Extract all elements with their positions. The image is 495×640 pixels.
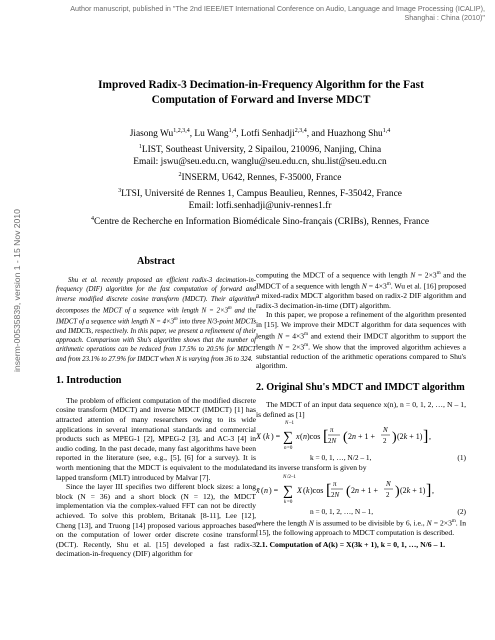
abstract-heading: Abstract bbox=[137, 256, 175, 267]
svg-text:2N: 2N bbox=[328, 437, 337, 446]
svg-text:π: π bbox=[330, 426, 334, 435]
svg-text:(: ( bbox=[343, 430, 348, 446]
right-body-3 bbox=[256, 463, 466, 473]
svg-text:x: x bbox=[296, 432, 300, 442]
intro-paragraph-1: The problem of efficient computation of the modified discrete cosine transform (MDCT) and inverse MDCT (IMDCT) [1] has attracted attention of many researchers owing to its wide applications in several international standards and commercial products such as MPEG-1 [2], MPEG-2 [3], and AC-3 [4] in audio coding. In the past decade, many fast algorithms have been reported in the literature (see, e.g., [5], [6] for a survey). It is worth mentioning that the MDCT is equivalent to the modulated lapped transform (MLT) introduced by Malvar [7]. bbox=[56, 395, 256, 482]
left-column bbox=[56, 255, 256, 559]
section-2-heading: 2. Original Shu's MDCT and IMDCT algorithm bbox=[256, 382, 465, 394]
svg-text:]: ] bbox=[423, 428, 429, 446]
svg-text:N: N bbox=[285, 421, 289, 427]
abstract-text: Shu et al. recently proposed an efficient radix-3 decimation-in-frequency (DIF) algorithm for the fast computation of forward and inverse modified discrete cosine transform (MDCT). Their algorithm decomposes the MDCT of a sequence with length $N = 2\times 3^m$ and the IMDCT of a sequence with length $N = 4\times 3^m$ into three N/3-point MDCTs and IMDCTs, respectively. In this paper, we present a refinement of their approach. Comparison with Shu's algorithm shows that the number of arithmetic operations can be reduced from 17.5% to 20.5% for MDCT and from 23.1% to 27.9% for IMDCT when N is varying from 36 to 324. bbox=[56, 277, 257, 363]
affiliation-1: $^1$LIST, Southeast University, 2 Sipailou, 210096, Nanjing, China bbox=[138, 143, 382, 155]
svg-text:(2k + 1): (2k + 1) bbox=[400, 485, 426, 495]
svg-text:(: ( bbox=[346, 483, 351, 499]
svg-text:2N: 2N bbox=[331, 490, 340, 499]
right-paragraph-4: and its inverse transform is given by bbox=[256, 463, 367, 473]
manuscript-header-line1: Author manuscript, published in "The 2nd IEEE/IET International Conference on Audio, Language and Image Processing (ICALIP), bbox=[70, 4, 485, 13]
equation-2-condition bbox=[256, 507, 466, 517]
right-paragraph-1: computing the MDCT of a sequence with length $N = 2\times 3^m$ and the IMDCT of a sequence with length $N = 4\times 3^m$. Wu et al. [16] proposed a mixed-radix MDCT algorithm based on radix-2 DIF algorithm and radix-3 decimation-in-time (DIT) algorithm. bbox=[256, 270, 466, 310]
svg-text:,: , bbox=[432, 485, 434, 495]
right-body-2 bbox=[256, 400, 466, 419]
equation-2-range: n = 0, 1, 2, …, N – 1, bbox=[310, 506, 374, 516]
svg-text:(2k + 1): (2k + 1) bbox=[397, 432, 423, 442]
svg-text:) =: ) = bbox=[271, 432, 281, 442]
svg-text:]: ] bbox=[426, 481, 432, 499]
right-paragraph-2: In this paper, we propose a refinement of the algorithm presented in [15]. We improve their MDCT algorithm for data sequences with length $N = 4\times 3^m$ and extend their IMDCT algorithm to support the length $N = 2\times 3^m$. We show that the improved algorithm achieves a substantial reduction of the arithmetic operations compared to Shu's algorithm. bbox=[256, 310, 466, 371]
svg-text:N: N bbox=[386, 479, 391, 488]
right-paragraph-3: The MDCT of an input data sequence x(n), n = 0, 1, 2, …, N – 1, is defined as [1] bbox=[256, 400, 466, 419]
svg-text:): ) bbox=[395, 483, 400, 499]
svg-text:–1: –1 bbox=[289, 421, 294, 427]
introduction-body bbox=[56, 396, 256, 559]
equation-1-condition bbox=[256, 453, 466, 463]
right-body-4 bbox=[256, 517, 466, 538]
equation-1-formula bbox=[256, 419, 466, 453]
right-paragraph-5: where the length N is assumed to be divisible by 6, i.e., $N = 2\times 3^m$. In [15], the following approach to MDCT computation is described. bbox=[256, 518, 466, 537]
svg-text:k: k bbox=[266, 432, 270, 442]
equation-1-number: (1) bbox=[457, 453, 466, 463]
intro-paragraph-2: Since the layer III specifies two different block sizes: a long block (N = 36) and a short block (N = 12), the MDCT implementation via the complex-valued FFT can not be directly achieved. To solve this problem, Britanak [8-11], Lee [12], Cheng [13], and Truong [14] proposed various approaches based on the computation of lower order discrete cosine transform (DCT). Recently, Shu et al. [15] developed a fast radix-3 decimation-in-frequency (DIF) algorithm for bbox=[56, 482, 256, 559]
equation-1-range: k = 0, 1, …, N/2 – 1, bbox=[310, 453, 372, 463]
svg-text:X: X bbox=[256, 432, 261, 442]
side-identifier: inserm-00535839, version 1 - 15 Nov 2010 bbox=[12, 209, 22, 372]
svg-text:)cos: )cos bbox=[307, 432, 321, 442]
svg-text:=0: =0 bbox=[287, 446, 293, 452]
equation-1 bbox=[256, 419, 466, 453]
manuscript-header-line2: Shanghai : China (2010)" bbox=[404, 13, 485, 22]
svg-text:2n + 1 +: 2n + 1 + bbox=[351, 485, 379, 495]
svg-text:) =: ) = bbox=[269, 485, 279, 495]
svg-text:(: ( bbox=[300, 432, 303, 442]
svg-text:=0: =0 bbox=[287, 499, 293, 505]
svg-text:/2–1: /2–1 bbox=[287, 474, 296, 480]
email-2: Email: lotfi.senhadji@univ-rennes1.fr bbox=[188, 201, 332, 212]
abstract-body bbox=[56, 276, 256, 364]
svg-text:n: n bbox=[303, 432, 307, 442]
introduction-heading: 1. Introduction bbox=[56, 374, 122, 386]
svg-text:X: X bbox=[297, 485, 302, 495]
svg-text:N: N bbox=[283, 474, 287, 480]
equation-2-formula bbox=[256, 473, 466, 507]
svg-text:2n + 1 +: 2n + 1 + bbox=[348, 432, 376, 442]
svg-text:k: k bbox=[284, 499, 287, 505]
manuscript-header bbox=[60, 4, 485, 22]
svg-text:k: k bbox=[306, 485, 310, 495]
svg-text:(: ( bbox=[303, 485, 306, 495]
title-line1: Improved Radix-3 Decimation-in-Frequency Algorithm for the Fast bbox=[98, 79, 424, 91]
author-block bbox=[40, 125, 480, 229]
svg-text:2: 2 bbox=[383, 437, 387, 446]
svg-text:(: ( bbox=[263, 432, 266, 442]
email-1: Email: jswu@seu.edu.cn, wanglu@seu.edu.cn, shu.list@seu.edu.cn bbox=[133, 157, 387, 168]
affiliation-2: $^2$INSERM, U642, Rennes, F-35000, France bbox=[178, 172, 342, 184]
svg-text:n: n bbox=[284, 446, 287, 452]
svg-text:∑: ∑ bbox=[283, 483, 293, 499]
right-body-1 bbox=[256, 269, 466, 371]
right-column bbox=[256, 269, 466, 549]
svg-text:∑: ∑ bbox=[283, 430, 293, 446]
affiliation-4: $^4$Centre de Recherche en Information Biomédicale Sino-français (CRIBs), Rennes, France bbox=[90, 216, 430, 228]
svg-text:x̃: x̃ bbox=[256, 485, 260, 495]
svg-text:N: N bbox=[383, 426, 388, 435]
equation-2 bbox=[256, 473, 466, 507]
svg-text:2: 2 bbox=[386, 490, 390, 499]
author-names: Jiasong Wu$^{1,2,3,4}$, Lu Wang$^{1,4}$, Lotfi Senhadji$^{2,3,4}$, and Huazhong Shu$^{1,4}$ bbox=[129, 128, 391, 140]
title-line2: Computation of Forward and Inverse MDCT bbox=[151, 93, 371, 106]
svg-text:,: , bbox=[429, 432, 431, 442]
svg-text:n: n bbox=[264, 485, 268, 495]
svg-text:[: [ bbox=[326, 481, 332, 499]
svg-text:(: ( bbox=[261, 485, 264, 495]
svg-text:π: π bbox=[333, 479, 337, 488]
affiliation-3: $^3$LTSI, Université de Rennes 1, Campus Beaulieu, Rennes, F-35042, France bbox=[118, 187, 402, 199]
paper-title bbox=[60, 78, 462, 107]
equation-2-number: (2) bbox=[457, 506, 466, 516]
svg-text:)cos: )cos bbox=[310, 485, 324, 495]
svg-text:[: [ bbox=[323, 428, 329, 446]
subsection-2-1-heading: 2.1. Computation of A(k) = X(3k + 1), k = 0, 1, …, N/6 – 1. bbox=[256, 539, 446, 549]
svg-text:): ) bbox=[392, 430, 397, 446]
